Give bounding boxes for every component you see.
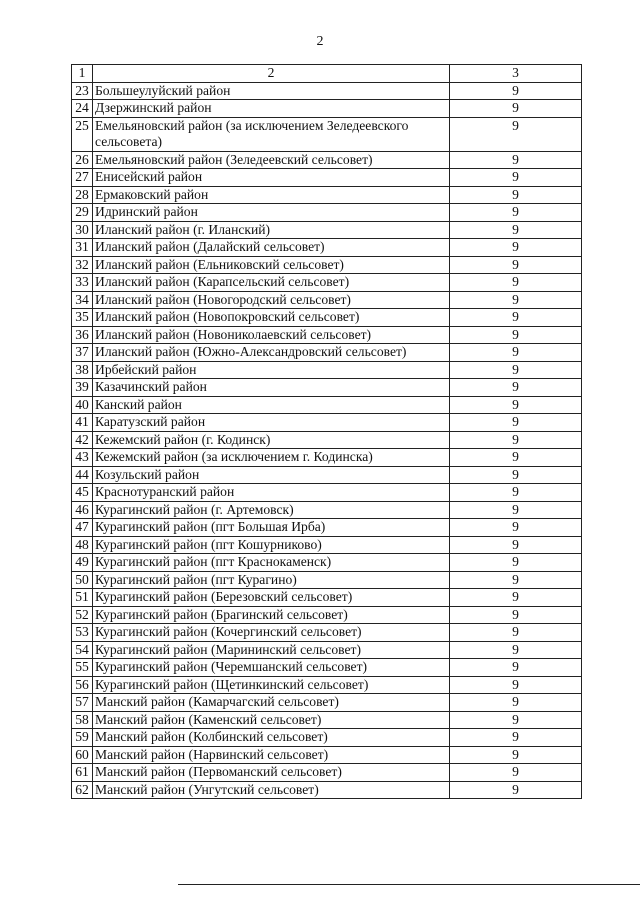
row-value: 9 — [450, 221, 582, 239]
table-row — [72, 606, 582, 624]
table-row — [72, 501, 582, 519]
row-value: 9 — [450, 746, 582, 764]
table-row — [72, 431, 582, 449]
row-value: 9 — [450, 484, 582, 502]
row-district-name: Идринский район — [93, 204, 450, 222]
row-value: 9 — [450, 659, 582, 677]
row-value: 9 — [450, 466, 582, 484]
page-number: 2 — [316, 34, 324, 49]
row-district-name: Дзержинский район — [93, 100, 450, 118]
row-district-name: Курагинский район (Черемшанский сельсовет) — [93, 659, 450, 677]
table-row — [72, 361, 582, 379]
footer-divider — [178, 884, 640, 885]
row-district-name: Кежемский район (за исключением г. Кодинска) — [93, 449, 450, 467]
row-district-name: Емельяновский район (Зеледеевский сельсовет) — [93, 151, 450, 169]
column-header-name: 2 — [93, 65, 450, 83]
row-number: 56 — [72, 676, 93, 694]
table-row — [72, 151, 582, 169]
table-row — [72, 309, 582, 327]
row-value: 9 — [450, 519, 582, 537]
row-value: 9 — [450, 641, 582, 659]
row-number: 32 — [72, 256, 93, 274]
row-number: 53 — [72, 624, 93, 642]
row-number: 43 — [72, 449, 93, 467]
row-number: 36 — [72, 326, 93, 344]
table-row — [72, 764, 582, 782]
table-row — [72, 239, 582, 257]
districts-table — [71, 64, 582, 799]
row-value: 9 — [450, 82, 582, 100]
row-district-name: Иланский район (Южно-Александровский сельсовет) — [93, 344, 450, 362]
table-body — [72, 82, 582, 799]
row-value: 9 — [450, 309, 582, 327]
row-number: 47 — [72, 519, 93, 537]
row-number: 59 — [72, 729, 93, 747]
row-number: 57 — [72, 694, 93, 712]
row-value: 9 — [450, 117, 582, 151]
table-row — [72, 519, 582, 537]
table-row — [72, 169, 582, 187]
row-number: 34 — [72, 291, 93, 309]
table-row — [72, 100, 582, 118]
row-district-name: Манский район (Нарвинский сельсовет) — [93, 746, 450, 764]
row-number: 54 — [72, 641, 93, 659]
table-row — [72, 449, 582, 467]
row-number: 46 — [72, 501, 93, 519]
table-row — [72, 484, 582, 502]
row-number: 44 — [72, 466, 93, 484]
row-district-name: Курагинский район (пгт Курагино) — [93, 571, 450, 589]
row-district-name: Курагинский район (пгт Кошурниково) — [93, 536, 450, 554]
row-value: 9 — [450, 186, 582, 204]
row-number: 49 — [72, 554, 93, 572]
table-row — [72, 379, 582, 397]
row-district-name: Иланский район (Далайский сельсовет) — [93, 239, 450, 257]
row-district-name: Курагинский район (Щетинкинский сельсовет) — [93, 676, 450, 694]
row-value: 9 — [450, 606, 582, 624]
row-value: 9 — [450, 239, 582, 257]
row-number: 39 — [72, 379, 93, 397]
row-district-name: Курагинский район (Марининский сельсовет) — [93, 641, 450, 659]
table-row — [72, 536, 582, 554]
row-district-name: Курагинский район (Березовский сельсовет) — [93, 589, 450, 607]
table-row — [72, 729, 582, 747]
row-district-name: Кежемский район (г. Кодинск) — [93, 431, 450, 449]
table-row — [72, 82, 582, 100]
row-value: 9 — [450, 729, 582, 747]
table-row — [72, 711, 582, 729]
row-district-name: Емельяновский район (за исключением Зеледеевского сельсовета) — [93, 117, 450, 151]
table-row — [72, 256, 582, 274]
table-header-row — [72, 65, 582, 83]
row-district-name: Канский район — [93, 396, 450, 414]
row-value: 9 — [450, 151, 582, 169]
table-row — [72, 589, 582, 607]
row-value: 9 — [450, 536, 582, 554]
row-value: 9 — [450, 100, 582, 118]
row-number: 58 — [72, 711, 93, 729]
row-value: 9 — [450, 256, 582, 274]
row-number: 45 — [72, 484, 93, 502]
row-number: 61 — [72, 764, 93, 782]
row-district-name: Манский район (Камарчагский сельсовет) — [93, 694, 450, 712]
row-district-name: Курагинский район (Брагинский сельсовет) — [93, 606, 450, 624]
row-number: 52 — [72, 606, 93, 624]
row-number: 37 — [72, 344, 93, 362]
row-number: 31 — [72, 239, 93, 257]
row-number: 23 — [72, 82, 93, 100]
table-row — [72, 624, 582, 642]
row-district-name: Иланский район (Новопокровский сельсовет) — [93, 309, 450, 327]
row-district-name: Манский район (Унгутский сельсовет) — [93, 781, 450, 799]
row-number: 33 — [72, 274, 93, 292]
row-value: 9 — [450, 589, 582, 607]
table-row — [72, 117, 582, 151]
row-number: 50 — [72, 571, 93, 589]
table-row — [72, 571, 582, 589]
row-district-name: Краснотуранский район — [93, 484, 450, 502]
row-district-name: Манский район (Каменский сельсовет) — [93, 711, 450, 729]
row-number: 24 — [72, 100, 93, 118]
table-row — [72, 396, 582, 414]
row-value: 9 — [450, 169, 582, 187]
table-row — [72, 694, 582, 712]
row-district-name: Курагинский район (пгт Большая Ирба) — [93, 519, 450, 537]
row-value: 9 — [450, 676, 582, 694]
table-row — [72, 554, 582, 572]
row-district-name: Казачинский район — [93, 379, 450, 397]
row-number: 42 — [72, 431, 93, 449]
table-row — [72, 781, 582, 799]
row-number: 62 — [72, 781, 93, 799]
row-value: 9 — [450, 781, 582, 799]
row-value: 9 — [450, 361, 582, 379]
row-number: 55 — [72, 659, 93, 677]
row-number: 38 — [72, 361, 93, 379]
row-district-name: Каратузский район — [93, 414, 450, 432]
row-value: 9 — [450, 274, 582, 292]
row-district-name: Курагинский район (Кочергинский сельсовет) — [93, 624, 450, 642]
table-row — [72, 641, 582, 659]
row-value: 9 — [450, 396, 582, 414]
table-row — [72, 326, 582, 344]
row-value: 9 — [450, 624, 582, 642]
row-value: 9 — [450, 414, 582, 432]
row-number: 41 — [72, 414, 93, 432]
row-value: 9 — [450, 711, 582, 729]
row-value: 9 — [450, 554, 582, 572]
row-number: 28 — [72, 186, 93, 204]
row-value: 9 — [450, 571, 582, 589]
row-value: 9 — [450, 431, 582, 449]
row-number: 60 — [72, 746, 93, 764]
row-district-name: Курагинский район (г. Артемовск) — [93, 501, 450, 519]
row-number: 48 — [72, 536, 93, 554]
row-number: 30 — [72, 221, 93, 239]
table-row — [72, 204, 582, 222]
table-row — [72, 291, 582, 309]
row-district-name: Иланский район (Ельниковский сельсовет) — [93, 256, 450, 274]
row-value: 9 — [450, 291, 582, 309]
row-district-name: Курагинский район (пгт Краснокаменск) — [93, 554, 450, 572]
row-value: 9 — [450, 694, 582, 712]
row-number: 26 — [72, 151, 93, 169]
row-district-name: Ирбейский район — [93, 361, 450, 379]
row-number: 29 — [72, 204, 93, 222]
row-district-name: Манский район (Колбинский сельсовет) — [93, 729, 450, 747]
row-district-name: Иланский район (Новониколаевский сельсовет) — [93, 326, 450, 344]
table-row — [72, 274, 582, 292]
row-district-name: Ермаковский район — [93, 186, 450, 204]
table-row — [72, 221, 582, 239]
table-row — [72, 344, 582, 362]
table-row — [72, 676, 582, 694]
row-value: 9 — [450, 204, 582, 222]
row-district-name: Большеулуйский район — [93, 82, 450, 100]
row-number: 51 — [72, 589, 93, 607]
row-number: 27 — [72, 169, 93, 187]
row-value: 9 — [450, 344, 582, 362]
row-district-name: Иланский район (Карапсельский сельсовет) — [93, 274, 450, 292]
row-number: 25 — [72, 117, 93, 151]
column-header-value: 3 — [450, 65, 582, 83]
row-district-name: Козульский район — [93, 466, 450, 484]
row-value: 9 — [450, 379, 582, 397]
column-header-number: 1 — [72, 65, 93, 83]
row-district-name: Иланский район (Новогородский сельсовет) — [93, 291, 450, 309]
table-row — [72, 186, 582, 204]
row-number: 35 — [72, 309, 93, 327]
table-row — [72, 466, 582, 484]
row-district-name: Енисейский район — [93, 169, 450, 187]
row-value: 9 — [450, 764, 582, 782]
row-value: 9 — [450, 449, 582, 467]
row-district-name: Иланский район (г. Иланский) — [93, 221, 450, 239]
row-district-name: Манский район (Первоманский сельсовет) — [93, 764, 450, 782]
table-row — [72, 414, 582, 432]
row-number: 40 — [72, 396, 93, 414]
table-row — [72, 746, 582, 764]
row-value: 9 — [450, 326, 582, 344]
table-row — [72, 659, 582, 677]
row-value: 9 — [450, 501, 582, 519]
